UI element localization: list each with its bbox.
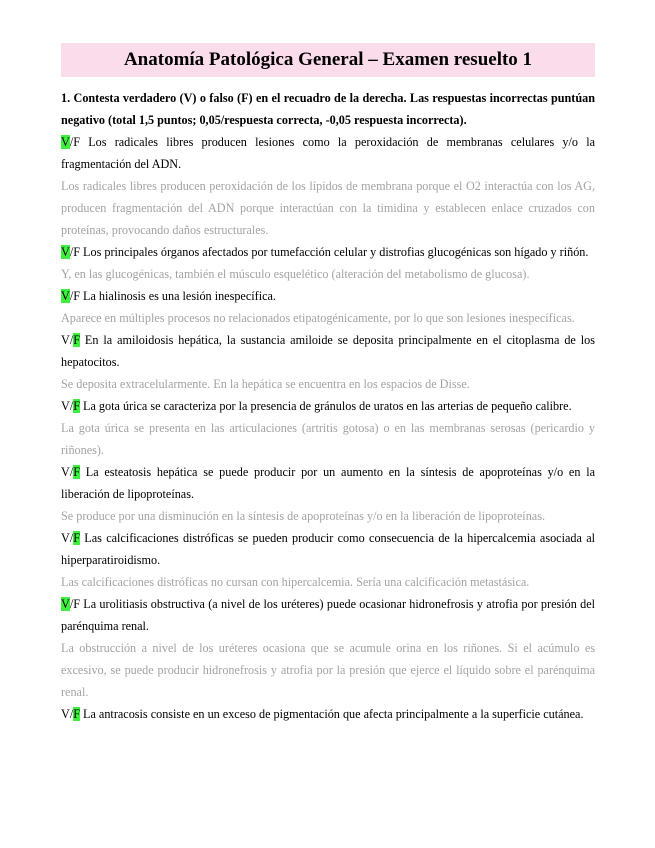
question-item xyxy=(61,703,595,725)
true-option: V xyxy=(61,465,70,479)
answer-mark xyxy=(61,289,80,303)
answer-explanation: La obstrucción a nivel de los uréteres ocasiona que se acumule orina en los riñones. Si el acúmulo es excesivo, se puede producir hidronefrosis y atrofia por la presión que ejerce el líquido sobre el parénquima renal. xyxy=(61,641,595,699)
document-page xyxy=(61,0,595,725)
question-text: La hialinosis es una lesión inespecífica. xyxy=(79,289,276,303)
question-instructions: 1. Contesta verdadero (V) o falso (F) en el recuadro de la derecha. Las respuestas incorrectas puntúan negativo (total 1,5 puntos; 0,05/respuesta correcta, -0,05 respuesta incorrecta). xyxy=(61,91,595,127)
answer-explanation: Los radicales libres producen peroxidación de los lípidos de membrana porque el O2 interactúa con los AG, producen fragmentación del ADN porque interactúan con la timidina y establecen enlace cruzados con proteínas, provocando daños estructurales. xyxy=(61,179,595,237)
true-option: V xyxy=(61,289,70,303)
true-option: V xyxy=(61,399,70,413)
answer-mark xyxy=(61,399,80,413)
true-option: V xyxy=(61,333,70,347)
answer-explanation: Se deposita extracelularmente. En la hepática se encuentra en los espacios de Disse. xyxy=(61,377,470,391)
answer-explanation: Las calcificaciones distróficas no cursan con hipercalcemia. Sería una calcificación metastásica. xyxy=(61,575,530,589)
false-option: F xyxy=(73,289,80,303)
true-option: V xyxy=(61,245,70,259)
false-option: F xyxy=(73,245,80,259)
option-separator: / xyxy=(69,531,74,545)
option-separator: / xyxy=(69,597,74,611)
question-list xyxy=(61,131,595,725)
question-text: Los principales órganos afectados por tumefacción celular y distrofias glucogénicas son hígado y riñón. xyxy=(79,245,589,259)
question-text: Los radicales libres producen lesiones como la peroxidación de membranas celulares y/o la fragmentación del ADN. xyxy=(61,135,595,171)
answer-mark xyxy=(61,465,80,479)
option-separator: / xyxy=(69,289,74,303)
false-option: F xyxy=(73,135,80,149)
question-text: La esteatosis hepática se puede producir por un aumento en la síntesis de apoproteínas y/o en la liberación de lipoproteínas. xyxy=(61,465,595,501)
false-option: F xyxy=(73,465,80,479)
answer-explanation: Y, en las glucogénicas, también el músculo esquelético (alteración del metabolismo de glucosa). xyxy=(61,267,530,281)
question-item xyxy=(61,527,595,571)
question-text: La antracosis consiste en un exceso de pigmentación que afecta principalmente a la superficie cutánea. xyxy=(79,707,584,721)
answer-explanation: La gota úrica se presenta en las articulaciones (artritis gotosa) o en las membranas serosas (pericardio y riñones). xyxy=(61,421,595,457)
false-option: F xyxy=(73,333,80,347)
true-option: V xyxy=(61,531,70,545)
false-option: F xyxy=(73,399,80,413)
answer-mark xyxy=(61,597,80,611)
question-item xyxy=(61,285,595,307)
question-text: La urolitiasis obstructiva (a nivel de los uréteres) puede ocasionar hidronefrosis y atrofia por presión del parénquima renal. xyxy=(61,597,595,633)
answer-mark xyxy=(61,135,80,149)
answer-mark xyxy=(61,707,80,721)
option-separator: / xyxy=(69,245,74,259)
answer-mark xyxy=(61,245,80,259)
question-item xyxy=(61,395,595,417)
question-item xyxy=(61,461,595,505)
false-option: F xyxy=(73,597,80,611)
true-option: V xyxy=(61,135,70,149)
false-option: F xyxy=(73,707,80,721)
question-text: En la amiloidosis hepática, la sustancia amiloide se deposita principalmente en el citoplasma de los hepatocitos. xyxy=(61,333,595,369)
option-separator: / xyxy=(69,399,74,413)
option-separator: / xyxy=(69,135,74,149)
true-option: V xyxy=(61,707,70,721)
false-option: F xyxy=(73,531,80,545)
title-banner xyxy=(61,43,595,77)
question-text: Las calcificaciones distróficas se pueden producir como consecuencia de la hipercalcemia asociada al hiperparatiroidismo. xyxy=(61,531,595,567)
answer-mark xyxy=(61,333,80,347)
answer-explanation: Aparece en múltiples procesos no relacionados etipatogénicamente, por lo que son lesiones inespecíficas. xyxy=(61,311,575,325)
true-option: V xyxy=(61,597,70,611)
option-separator: / xyxy=(69,465,74,479)
option-separator: / xyxy=(69,707,74,721)
question-item xyxy=(61,131,595,175)
question-item xyxy=(61,329,595,373)
question-text: La gota úrica se caracteriza por la presencia de gránulos de uratos en las arterias de pequeño calibre. xyxy=(79,399,572,413)
answer-mark xyxy=(61,531,80,545)
option-separator: / xyxy=(69,333,74,347)
question-item xyxy=(61,241,595,263)
page-title: Anatomía Patológica General – Examen resuelto 1 xyxy=(123,49,533,70)
answer-explanation: Se produce por una disminución en la síntesis de apoproteínas y/o en la liberación de lipoproteínas. xyxy=(61,509,545,523)
question-item xyxy=(61,593,595,637)
